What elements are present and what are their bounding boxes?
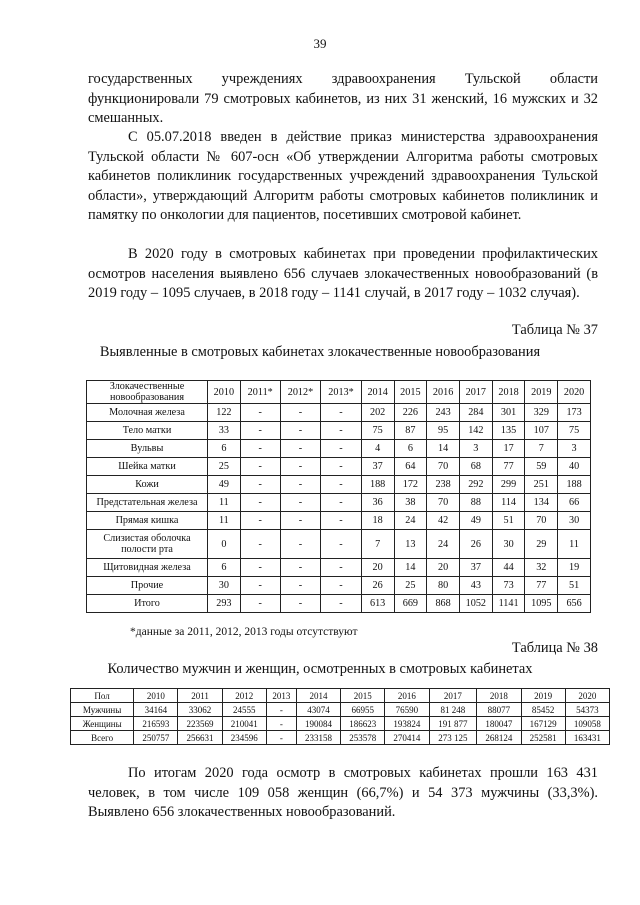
value-cell: 24 [394, 512, 427, 530]
value-cell: - [321, 440, 362, 458]
value-cell: 88 [459, 494, 492, 512]
value-cell: 20 [427, 559, 460, 577]
value-cell: 173 [558, 404, 591, 422]
value-cell: - [266, 717, 296, 731]
row-label-cell: Прочие [87, 577, 208, 595]
value-cell: - [321, 458, 362, 476]
value-cell: 134 [525, 494, 558, 512]
value-cell: 292 [459, 476, 492, 494]
value-cell: 243 [427, 404, 460, 422]
value-cell: 25 [394, 577, 427, 595]
value-cell: - [240, 512, 280, 530]
row-label-cell: Слизистая оболочка полости рта [87, 530, 208, 559]
table-header-row [87, 381, 591, 404]
value-cell: 11 [208, 512, 241, 530]
header-cell: 2018 [477, 689, 521, 703]
table-38-title: Количество мужчин и женщин, осмотренных в смотровых кабинетах [107, 661, 533, 677]
value-cell: 107 [525, 422, 558, 440]
value-cell: 6 [208, 440, 241, 458]
value-cell: 49 [459, 512, 492, 530]
value-cell: - [280, 559, 321, 577]
row-label-cell: Шейка матки [87, 458, 208, 476]
paragraph-2: С 05.07.2018 введен в действие приказ министерства здравоохранения Тульской области № 607-осн «Об утверждении Алгоритма работы смотровых кабинетов поликлиник государственных учреждений здравоохранения Тульской области», утверждающий Алгоритм работы смотровых кабинетов поликлиник и памятку по онкологии для пациентов, посетивших смотровой кабинет. [88, 129, 598, 223]
header-cell: 2020 [565, 689, 609, 703]
neoplasms-table [86, 380, 591, 613]
value-cell: 256631 [178, 731, 222, 745]
value-cell: - [321, 512, 362, 530]
value-cell: 4 [361, 440, 394, 458]
value-cell: - [280, 404, 321, 422]
table-row [71, 717, 610, 731]
value-cell: 29 [525, 530, 558, 559]
paragraph-1: государственных учреждениях здравоохранения Тульской области функционировали 79 смотровых кабинетов, из них 31 женский, 16 мужских и 32 смешанных. [88, 71, 598, 126]
value-cell: 14 [427, 440, 460, 458]
value-cell: 30 [558, 512, 591, 530]
header-cell: 2018 [492, 381, 525, 404]
value-cell: 77 [492, 458, 525, 476]
value-cell: 24555 [222, 703, 266, 717]
value-cell: 190084 [296, 717, 340, 731]
value-cell: 19 [558, 559, 591, 577]
header-cell: 2012 [222, 689, 266, 703]
value-cell: 238 [427, 476, 460, 494]
row-label-cell: Женщины [71, 717, 134, 731]
value-cell: 252581 [521, 731, 565, 745]
value-cell: 87 [394, 422, 427, 440]
value-cell: - [240, 458, 280, 476]
value-cell: 51 [558, 577, 591, 595]
value-cell: - [266, 731, 296, 745]
value-cell: 163431 [565, 731, 609, 745]
value-cell: - [321, 530, 362, 559]
value-cell: - [280, 530, 321, 559]
header-cell: 2015 [341, 689, 385, 703]
row-label-cell: Предстательная железа [87, 494, 208, 512]
value-cell: 49 [208, 476, 241, 494]
table-row [71, 703, 610, 717]
header-cell: 2013 [266, 689, 296, 703]
value-cell: 66 [558, 494, 591, 512]
row-label-cell: Вульвы [87, 440, 208, 458]
value-cell: 284 [459, 404, 492, 422]
value-cell: 122 [208, 404, 241, 422]
value-cell: 188 [558, 476, 591, 494]
value-cell: - [321, 404, 362, 422]
value-cell: 80 [427, 577, 460, 595]
value-cell: 33062 [178, 703, 222, 717]
value-cell: 44 [492, 559, 525, 577]
value-cell: - [240, 440, 280, 458]
value-cell: - [266, 703, 296, 717]
value-cell: 868 [427, 595, 460, 613]
row-label-cell: Тело матки [87, 422, 208, 440]
table-row [87, 577, 591, 595]
value-cell: 26 [459, 530, 492, 559]
value-cell: 613 [361, 595, 394, 613]
value-cell: - [280, 595, 321, 613]
value-cell: 226 [394, 404, 427, 422]
value-cell: - [321, 577, 362, 595]
value-cell: 301 [492, 404, 525, 422]
value-cell: 75 [558, 422, 591, 440]
value-cell: 70 [427, 458, 460, 476]
value-cell: 81 248 [429, 703, 477, 717]
value-cell: 3 [459, 440, 492, 458]
table-37-footnote: *данные за 2011, 2012, 2013 годы отсутствуют [130, 626, 358, 638]
value-cell: - [240, 559, 280, 577]
value-cell: 38 [394, 494, 427, 512]
value-cell: 268124 [477, 731, 521, 745]
value-cell: 202 [361, 404, 394, 422]
header-cell: 2010 [208, 381, 241, 404]
table-row [87, 458, 591, 476]
header-cell: 2010 [134, 689, 178, 703]
header-cell: 2014 [296, 689, 340, 703]
value-cell: 33 [208, 422, 241, 440]
value-cell: 68 [459, 458, 492, 476]
value-cell: 216593 [134, 717, 178, 731]
value-cell: 193824 [385, 717, 429, 731]
header-cell: 2017 [459, 381, 492, 404]
header-cell: 2015 [394, 381, 427, 404]
header-cell: Пол [71, 689, 134, 703]
header-cell: 2019 [521, 689, 565, 703]
value-cell: 270414 [385, 731, 429, 745]
paragraph-3: В 2020 году в смотровых кабинетах при проведении профилактических осмотров населения выявлено 656 случаев злокачественных новообразований (в 2019 году – 1095 случаев, в 2018 году – 1141 случай, в 2017 году – 1032 случая). [88, 246, 598, 301]
value-cell: 13 [394, 530, 427, 559]
value-cell: - [240, 494, 280, 512]
value-cell: 18 [361, 512, 394, 530]
value-cell: 233158 [296, 731, 340, 745]
value-cell: - [321, 595, 362, 613]
value-cell: 64 [394, 458, 427, 476]
table-row [71, 731, 610, 745]
value-cell: 11 [208, 494, 241, 512]
header-cell: 2014 [361, 381, 394, 404]
header-cell: 2017 [429, 689, 477, 703]
value-cell: 223569 [178, 717, 222, 731]
value-cell: - [321, 422, 362, 440]
value-cell: 1141 [492, 595, 525, 613]
table-row [87, 422, 591, 440]
value-cell: - [280, 440, 321, 458]
header-cell: Злокачественные новообразования [87, 381, 208, 404]
value-cell: 1095 [525, 595, 558, 613]
header-cell: 2011 [178, 689, 222, 703]
value-cell: - [280, 577, 321, 595]
value-cell: 37 [459, 559, 492, 577]
value-cell: 109058 [565, 717, 609, 731]
value-cell: - [240, 404, 280, 422]
value-cell: 37 [361, 458, 394, 476]
value-cell: 273 125 [429, 731, 477, 745]
value-cell: - [321, 494, 362, 512]
value-cell: 95 [427, 422, 460, 440]
value-cell: 329 [525, 404, 558, 422]
table-37-title: Выявленные в смотровых кабинетах злокачественные новообразования [99, 344, 541, 360]
value-cell: 669 [394, 595, 427, 613]
value-cell: 180047 [477, 717, 521, 731]
value-cell: 293 [208, 595, 241, 613]
value-cell: 6 [208, 559, 241, 577]
value-cell: 30 [492, 530, 525, 559]
header-cell: 2013* [321, 381, 362, 404]
value-cell: 76590 [385, 703, 429, 717]
value-cell: 42 [427, 512, 460, 530]
header-cell: 2011* [240, 381, 280, 404]
value-cell: 253578 [341, 731, 385, 745]
value-cell: - [240, 476, 280, 494]
value-cell: 32 [525, 559, 558, 577]
value-cell: - [240, 595, 280, 613]
table-row [87, 404, 591, 422]
value-cell: 299 [492, 476, 525, 494]
value-cell: 88077 [477, 703, 521, 717]
value-cell: - [240, 422, 280, 440]
value-cell: 11 [558, 530, 591, 559]
header-cell: 2020 [558, 381, 591, 404]
value-cell: 34164 [134, 703, 178, 717]
table-row [87, 440, 591, 458]
table-row [87, 530, 591, 559]
value-cell: 43074 [296, 703, 340, 717]
row-label-cell: Мужчины [71, 703, 134, 717]
header-cell: 2016 [427, 381, 460, 404]
value-cell: 142 [459, 422, 492, 440]
value-cell: 70 [525, 512, 558, 530]
value-cell: 186623 [341, 717, 385, 731]
value-cell: 250757 [134, 731, 178, 745]
value-cell: 188 [361, 476, 394, 494]
value-cell: 75 [361, 422, 394, 440]
table-row [87, 512, 591, 530]
table-row [87, 494, 591, 512]
value-cell: 172 [394, 476, 427, 494]
row-label-cell: Всего [71, 731, 134, 745]
row-label-cell: Щитовидная железа [87, 559, 208, 577]
value-cell: 7 [525, 440, 558, 458]
value-cell: 77 [525, 577, 558, 595]
value-cell: 6 [394, 440, 427, 458]
table-38-number: Таблица № 38 [511, 640, 598, 656]
paragraph-4: По итогам 2020 года осмотр в смотровых кабинетах прошли 163 431 человек, в том числе 109 058 женщин (66,7%) и 54 373 мужчины (33,3%). Выявлено 656 злокачественных новообразований. [88, 765, 598, 820]
table-row [87, 559, 591, 577]
row-label-cell: Молочная железа [87, 404, 208, 422]
examined-people-table [70, 688, 610, 745]
value-cell: - [280, 422, 321, 440]
table-row [87, 595, 591, 613]
row-label-cell: Прямая кишка [87, 512, 208, 530]
value-cell: 85452 [521, 703, 565, 717]
value-cell: - [240, 577, 280, 595]
value-cell: 191 877 [429, 717, 477, 731]
value-cell: - [321, 559, 362, 577]
value-cell: - [280, 512, 321, 530]
value-cell: 73 [492, 577, 525, 595]
value-cell: 30 [208, 577, 241, 595]
table-row [87, 476, 591, 494]
header-cell: 2019 [525, 381, 558, 404]
value-cell: 114 [492, 494, 525, 512]
value-cell: 210041 [222, 717, 266, 731]
value-cell: 59 [525, 458, 558, 476]
value-cell: 17 [492, 440, 525, 458]
value-cell: - [280, 458, 321, 476]
value-cell: 66955 [341, 703, 385, 717]
value-cell: - [240, 530, 280, 559]
value-cell: 0 [208, 530, 241, 559]
table-header-row [71, 689, 610, 703]
value-cell: 24 [427, 530, 460, 559]
value-cell: 25 [208, 458, 241, 476]
value-cell: 70 [427, 494, 460, 512]
header-cell: 2016 [385, 689, 429, 703]
value-cell: 7 [361, 530, 394, 559]
value-cell: 1052 [459, 595, 492, 613]
value-cell: - [321, 476, 362, 494]
header-cell: 2012* [280, 381, 321, 404]
value-cell: 54373 [565, 703, 609, 717]
value-cell: 234596 [222, 731, 266, 745]
page-number: 39 [313, 36, 327, 51]
value-cell: 51 [492, 512, 525, 530]
row-label-cell: Итого [87, 595, 208, 613]
value-cell: 26 [361, 577, 394, 595]
value-cell: 14 [394, 559, 427, 577]
value-cell: - [280, 476, 321, 494]
value-cell: 3 [558, 440, 591, 458]
value-cell: 135 [492, 422, 525, 440]
value-cell: 251 [525, 476, 558, 494]
value-cell: 20 [361, 559, 394, 577]
table-37-number: Таблица № 37 [511, 322, 598, 338]
value-cell: 656 [558, 595, 591, 613]
value-cell: 167129 [521, 717, 565, 731]
row-label-cell: Кожи [87, 476, 208, 494]
value-cell: 36 [361, 494, 394, 512]
value-cell: 40 [558, 458, 591, 476]
value-cell: 43 [459, 577, 492, 595]
value-cell: - [280, 494, 321, 512]
